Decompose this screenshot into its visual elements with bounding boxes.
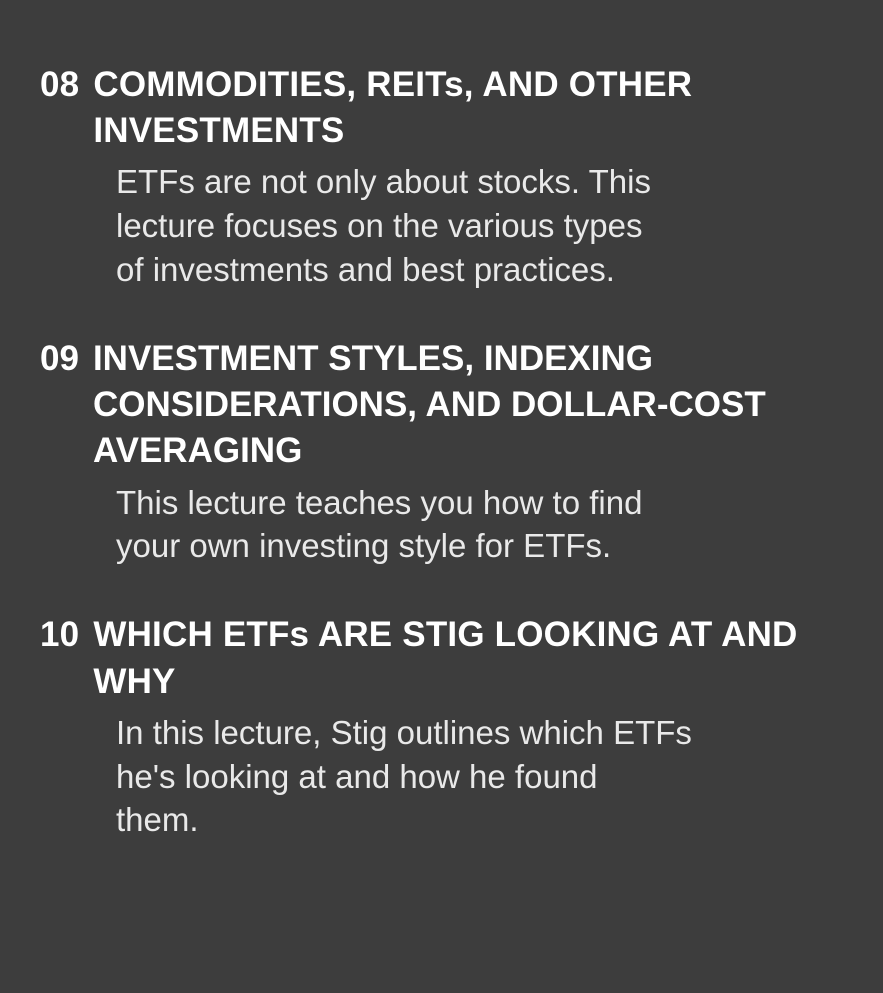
description-line: he's looking at and how he found [116, 757, 598, 795]
description-line: This lecture teaches you how to find [116, 483, 643, 521]
lecture-item-10 [40, 612, 843, 842]
lecture-number: 10 [40, 615, 80, 655]
lecture-description [116, 481, 843, 569]
lecture-item-08 [40, 62, 843, 292]
lecture-title: COMMODITIES, REITs, AND OTHER INVESTMENTS [93, 65, 693, 151]
lecture-description [116, 160, 843, 292]
description-line: ETFs are not only about stocks. This [116, 163, 651, 201]
description-line: lecture focuses on the various types [116, 207, 643, 245]
lecture-item-09 [40, 336, 843, 568]
description-line: of investments and best practices. [116, 251, 615, 289]
description-line: your own investing style for ETFs. [116, 527, 612, 565]
lecture-number: 08 [40, 65, 80, 104]
lecture-description [116, 711, 843, 843]
description-line: them. [116, 801, 199, 839]
description-line: In this lecture, Stig outlines which ETFs [116, 713, 692, 751]
lecture-heading [40, 336, 843, 475]
lecture-title: WHICH ETFs ARE STIG LOOKING AT AND WHY [93, 615, 798, 701]
lecture-heading [40, 62, 843, 154]
lecture-number: 09 [40, 339, 79, 378]
lecture-title: INVESTMENT STYLES, INDEXING CONSIDERATIONS, AND DOLLAR-COST AVERAGING [92, 339, 766, 471]
lecture-heading [40, 612, 843, 704]
